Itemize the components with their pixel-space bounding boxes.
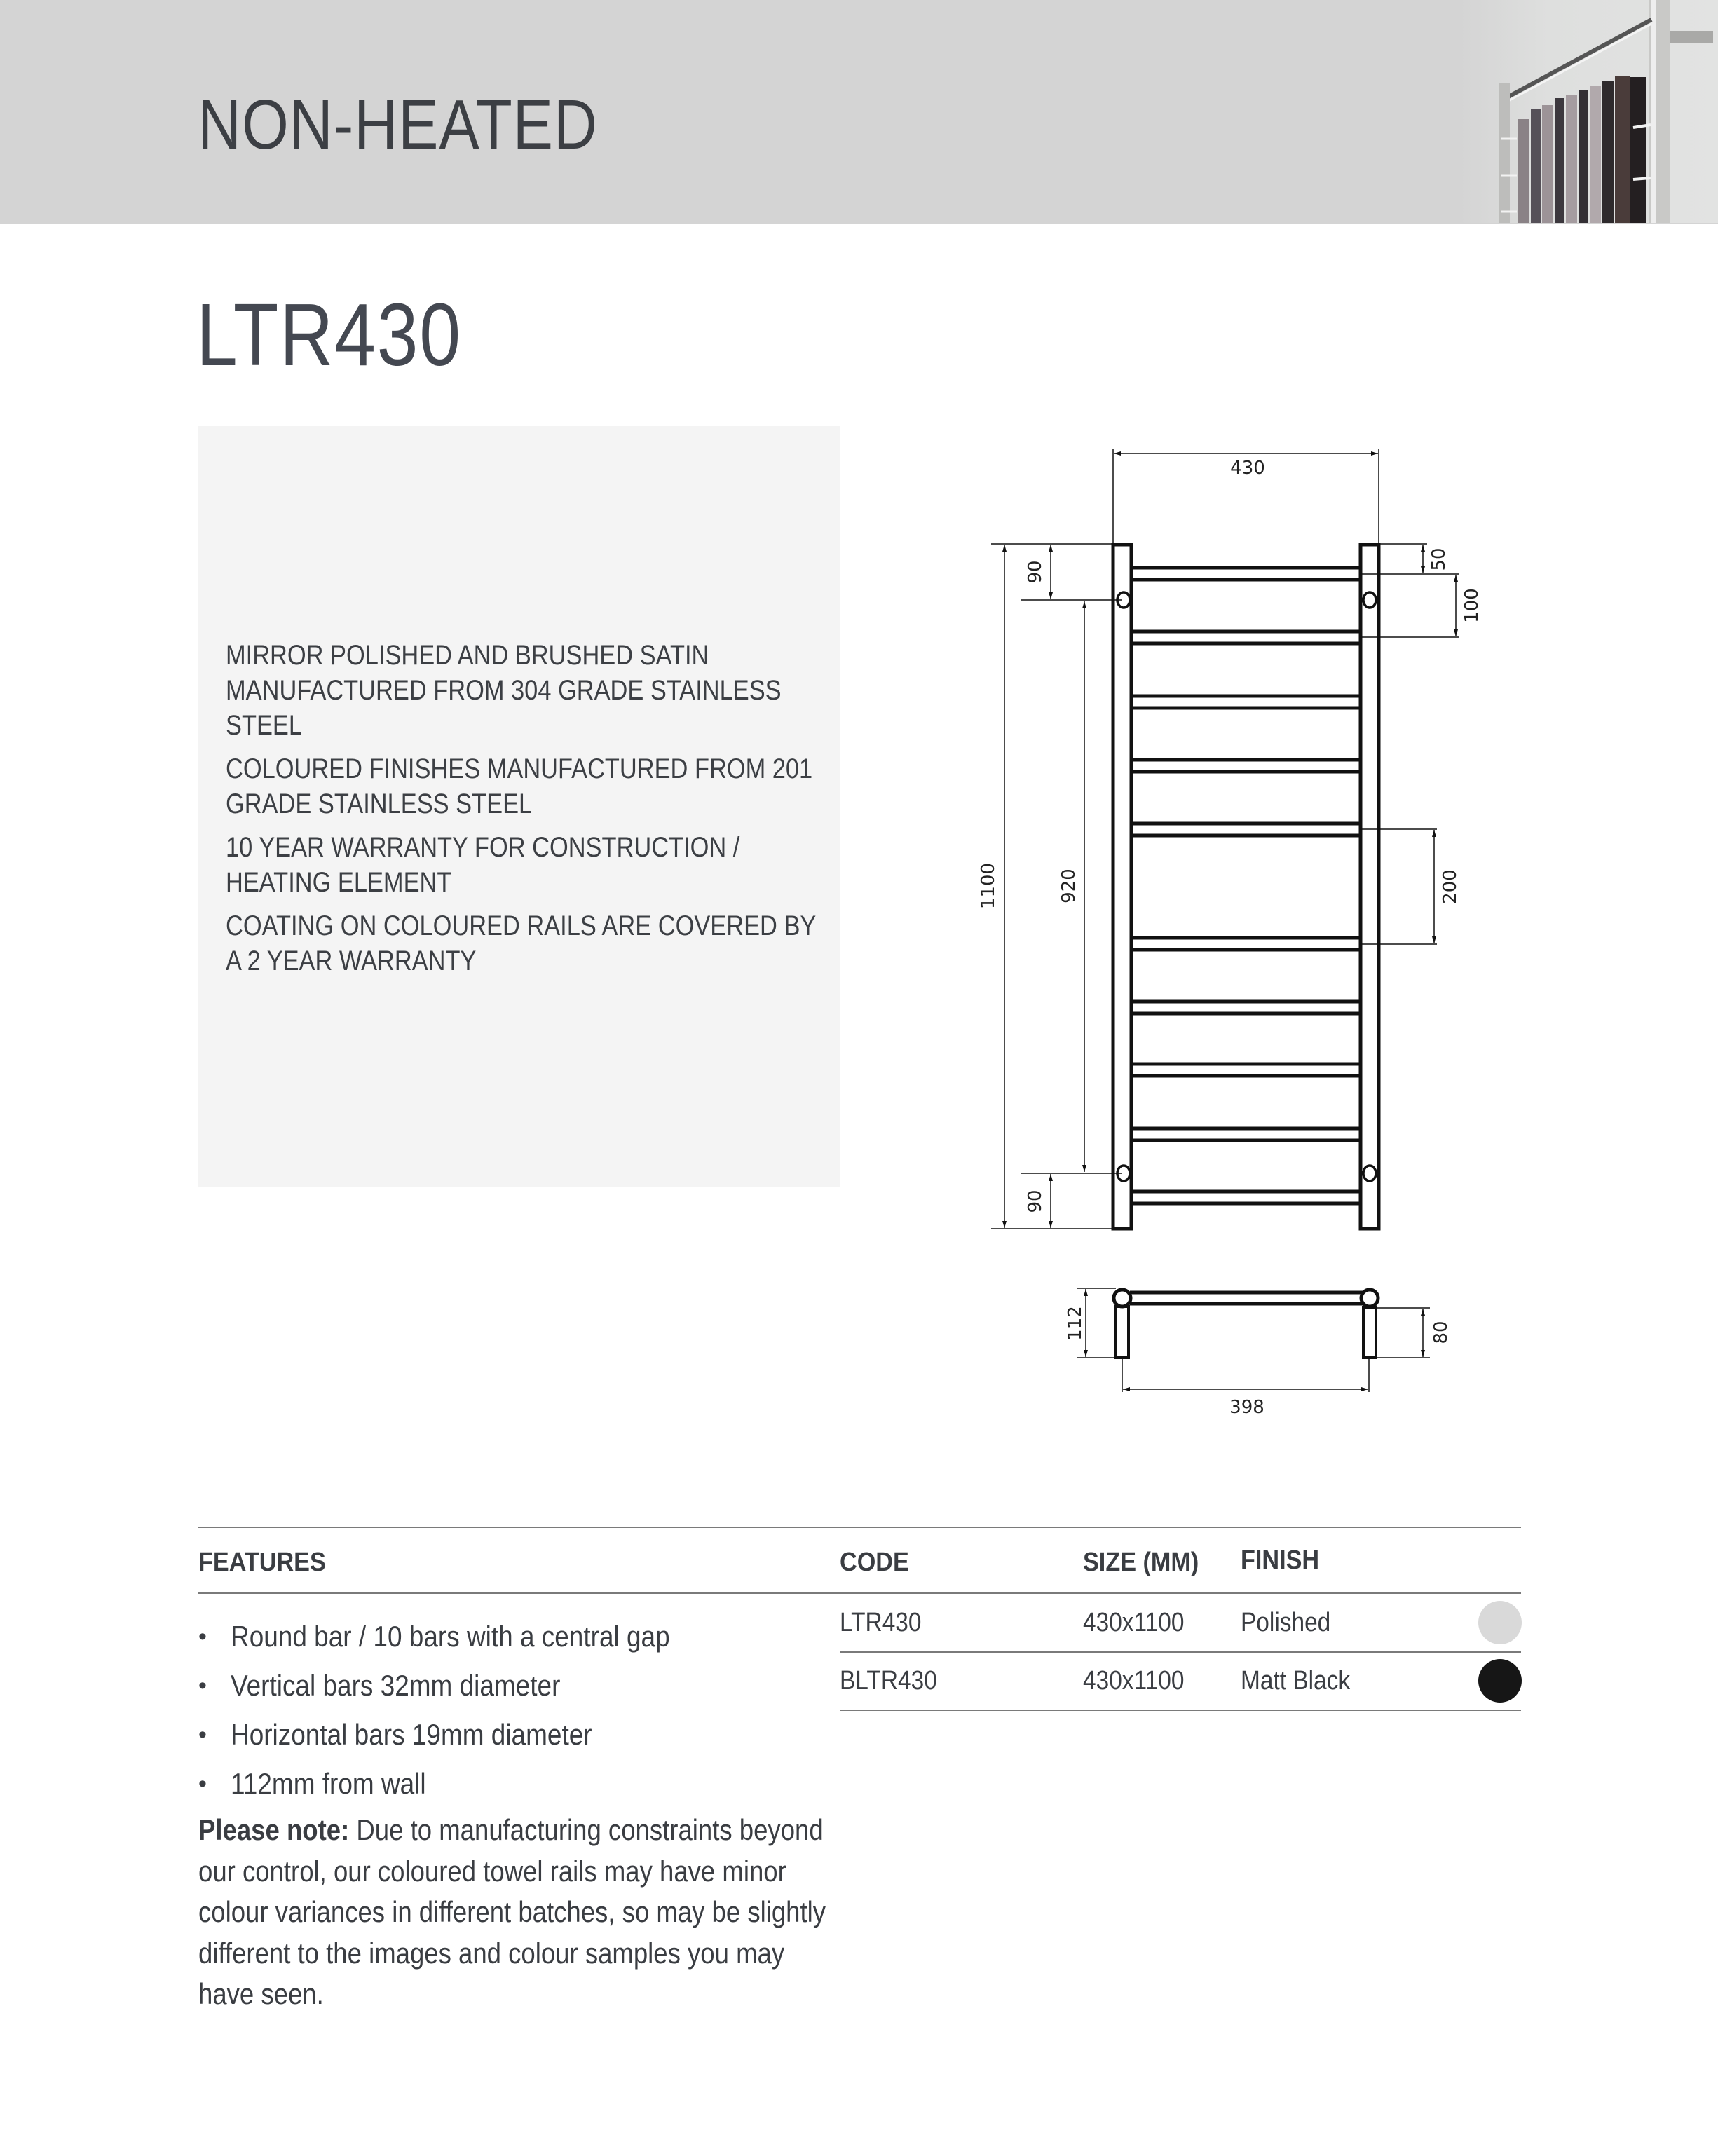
dim-bracket-depth-80: 80 <box>1431 1321 1452 1344</box>
category-title: NON-HEATED <box>198 86 598 164</box>
features-heading: FEATURES <box>198 1548 326 1577</box>
dim-bracket-spacing-920: 920 <box>1058 868 1079 903</box>
top-left-bracket <box>1117 592 1130 608</box>
note-text: Due to manufacturing constraints beyond our control, our coloured towel rails may have minor colour variances in different batches, so may be slightly different to the images and colour samples you may have seen. <box>198 1813 826 2010</box>
size-column-header: SIZE (MM) <box>1083 1548 1199 1577</box>
dim-top-offset-50: 50 <box>1429 547 1450 571</box>
features-list <box>198 1612 829 1808</box>
row-1-code: LTR430 <box>840 1608 922 1637</box>
left-vertical-bar <box>1113 545 1131 1229</box>
bottom-right-bracket <box>1363 1166 1376 1181</box>
table-header-rule <box>198 1592 1521 1594</box>
dim-height-1100: 1100 <box>978 862 999 910</box>
row-1-rule <box>840 1651 1521 1653</box>
row-1-size: 430x1100 <box>1083 1608 1185 1637</box>
header-band <box>0 0 1718 224</box>
top-right-bracket <box>1363 592 1376 608</box>
side-view <box>1077 1288 1430 1392</box>
row-2-finish: Matt Black <box>1241 1666 1351 1696</box>
right-vertical-bar <box>1361 545 1379 1229</box>
code-column-header: CODE <box>840 1548 909 1577</box>
feature-item: • 112mm from wall <box>198 1759 829 1808</box>
feature-item: • Vertical bars 32mm diameter <box>198 1661 829 1710</box>
info-paragraph-warranty: 10 YEAR WARRANTY FOR CONSTRUCTION / HEATING ELEMENT <box>226 832 740 898</box>
info-paragraph-coloured-finishes: COLOURED FINISHES MANUFACTURED FROM 201 GRADE STAINLESS STEEL <box>226 753 813 819</box>
matt-black-finish-swatch <box>1478 1659 1522 1703</box>
dim-central-gap-200: 200 <box>1440 869 1461 904</box>
bullet-icon: • <box>198 1721 207 1748</box>
bullet-icon: • <box>198 1623 207 1650</box>
note-label: Please note: <box>198 1813 350 1846</box>
please-note <box>198 1810 826 2015</box>
dim-bottom-bracket-90: 90 <box>1025 1189 1046 1213</box>
dim-bar-spacing-100: 100 <box>1461 588 1482 623</box>
row-2-size: 430x1100 <box>1083 1666 1185 1696</box>
table-top-rule <box>198 1527 1521 1528</box>
row-1-finish: Polished <box>1241 1608 1331 1637</box>
feature-item: • Horizontal bars 19mm diameter <box>198 1710 829 1759</box>
dim-wall-depth-112: 112 <box>1065 1306 1086 1341</box>
front-view <box>991 449 1459 1229</box>
row-2-rule <box>840 1710 1521 1711</box>
dim-width-430: 430 <box>1230 458 1265 479</box>
finish-column-header: FINISH <box>1241 1546 1320 1575</box>
product-code-title: LTR430 <box>196 285 462 384</box>
info-box <box>198 426 840 1187</box>
towel-rail-photo <box>1458 0 1718 223</box>
horizontal-bars <box>1133 568 1359 1203</box>
bullet-icon: • <box>198 1672 207 1699</box>
dim-top-bracket-90: 90 <box>1025 560 1046 584</box>
polished-finish-swatch <box>1478 1601 1522 1644</box>
dim-bracket-centres-398: 398 <box>1229 1397 1264 1418</box>
bullet-icon: • <box>198 1770 207 1797</box>
row-2-code: BLTR430 <box>840 1666 937 1696</box>
towel-rail-photo-icon <box>1458 0 1718 223</box>
info-text <box>226 638 829 987</box>
feature-item: • Round bar / 10 bars with a central gap <box>198 1612 829 1661</box>
info-paragraph-material: MIRROR POLISHED AND BRUSHED SATIN MANUFACTURED FROM 304 GRADE STAINLESS STEEL <box>226 640 782 741</box>
info-paragraph-coating-warranty: COATING ON COLOURED RAILS ARE COVERED BY A 2 YEAR WARRANTY <box>226 910 816 976</box>
bottom-left-bracket <box>1117 1166 1130 1181</box>
